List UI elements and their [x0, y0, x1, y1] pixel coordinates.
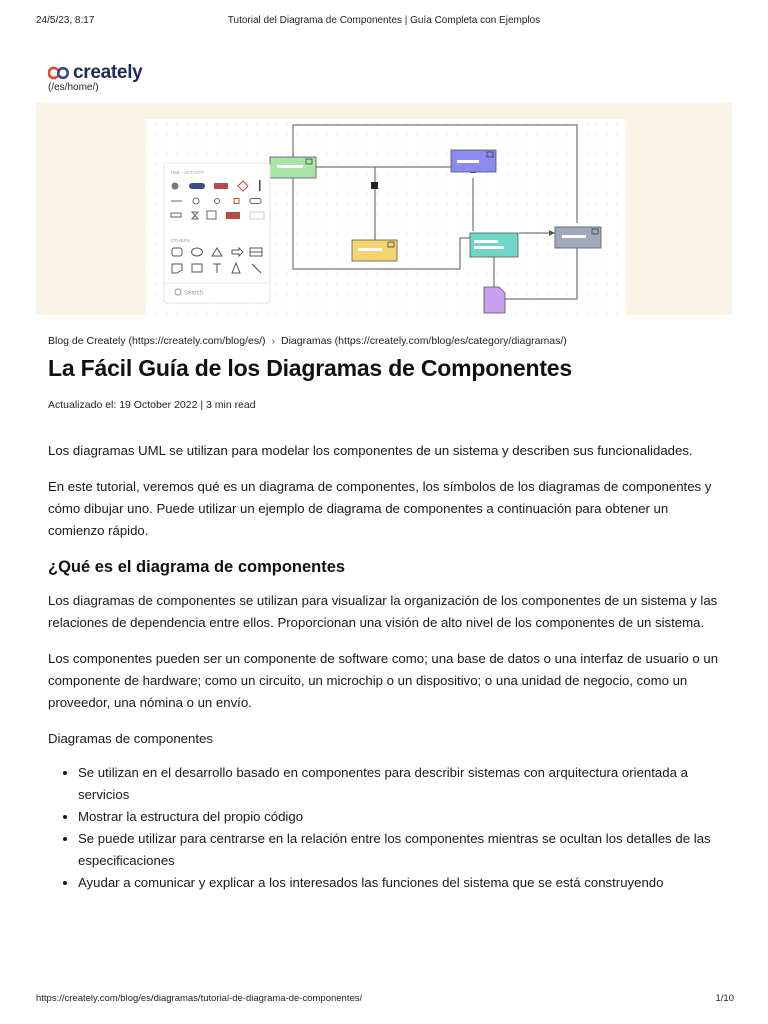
breadcrumb-item-blog[interactable]: Blog de Creately (https://creately.com/blog/es/) — [48, 335, 266, 347]
page-number: 1/10 — [715, 993, 734, 1004]
palette-section-2: OTHERS — [171, 238, 190, 243]
node-gray — [555, 227, 601, 248]
palette-section-1: UML - ACTIVITY — [171, 170, 205, 175]
creately-logo-icon — [48, 66, 70, 80]
print-date: 24/5/23, 8:17 — [36, 15, 95, 26]
section-heading: ¿Qué es el diagrama de componentes — [48, 558, 346, 576]
component-diagram-illustration — [36, 103, 732, 315]
breadcrumb-item-diagramas[interactable]: Diagramas (https://creately.com/blog/es/category/diagramas/) — [281, 335, 567, 347]
logo-link[interactable]: (/es/home/) — [48, 82, 99, 93]
article-meta: Actualizado el: 19 October 2022 | 3 min read — [48, 399, 256, 411]
print-header — [0, 15, 768, 31]
print-url: https://creately.com/blog/es/diagramas/tutorial-de-diagrama-de-componentes/ — [36, 993, 363, 1004]
list-item: • Se utilizan en el desarrollo basado en componentes para describir sistemas con arquitectura orientada a servicios — [78, 762, 728, 806]
breadcrumb-separator: › — [271, 335, 275, 347]
page-title: La Fácil Guía de los Diagramas de Componentes — [48, 355, 572, 381]
paragraph-tutorial: En este tutorial, veremos qué es un diagrama de componentes, los símbolos de los diagramas de componentes y cómo dibujar uno. Puede utilizar un ejemplo de diagrama de componentes a continuación para obtener un comienzo rápido. — [48, 479, 712, 538]
list-item: • Ayudar a comunicar y explicar a los interesados las funciones del sistema que se está construyendo — [78, 872, 728, 894]
node-green — [270, 157, 316, 178]
node-purple-document — [484, 287, 505, 313]
logo-wordmark: creately — [73, 62, 143, 83]
list-item: • Mostrar la estructura del propio código — [78, 806, 728, 828]
breadcrumb — [48, 335, 567, 347]
node-blue — [451, 150, 496, 172]
paragraph-intro: Los diagramas UML se utilizan para modelar los componentes de un sistema y describen sus funcionalidades. — [48, 443, 693, 458]
paragraph-definition: Los diagramas de componentes se utilizan para visualizar la organización de los componentes de un sistema y las relaciones de dependencia entre ellos. Proporcionan una visión de alto nivel de los componentes de un sistema. — [48, 593, 718, 630]
creately-logo[interactable] — [48, 62, 142, 84]
node-teal — [470, 233, 518, 257]
hero-image — [36, 103, 732, 315]
palette-search-placeholder: Search — [184, 290, 204, 297]
print-footer — [0, 993, 768, 1007]
print-page-title: Tutorial del Diagrama de Componentes | Guía Completa con Ejemplos — [227, 15, 541, 26]
paragraph-components: Los componentes pueden ser un componente de software como; una base de datos o una interfaz de usuario o un componente de hardware; como un circuito, un microchip o un dispositivo; o una unidad de negocio, como un proveedor, una nómina o un envío. — [48, 651, 719, 710]
list-item: • Se puede utilizar para centrarse en la relación entre los componentes mientras se ocultan los detalles de las especificaciones — [78, 828, 728, 872]
shape-palette-panel — [164, 163, 270, 303]
bullet-list — [48, 762, 728, 894]
article-body — [48, 440, 728, 894]
paragraph-list-intro: Diagramas de componentes — [48, 731, 213, 746]
node-yellow — [352, 240, 397, 261]
